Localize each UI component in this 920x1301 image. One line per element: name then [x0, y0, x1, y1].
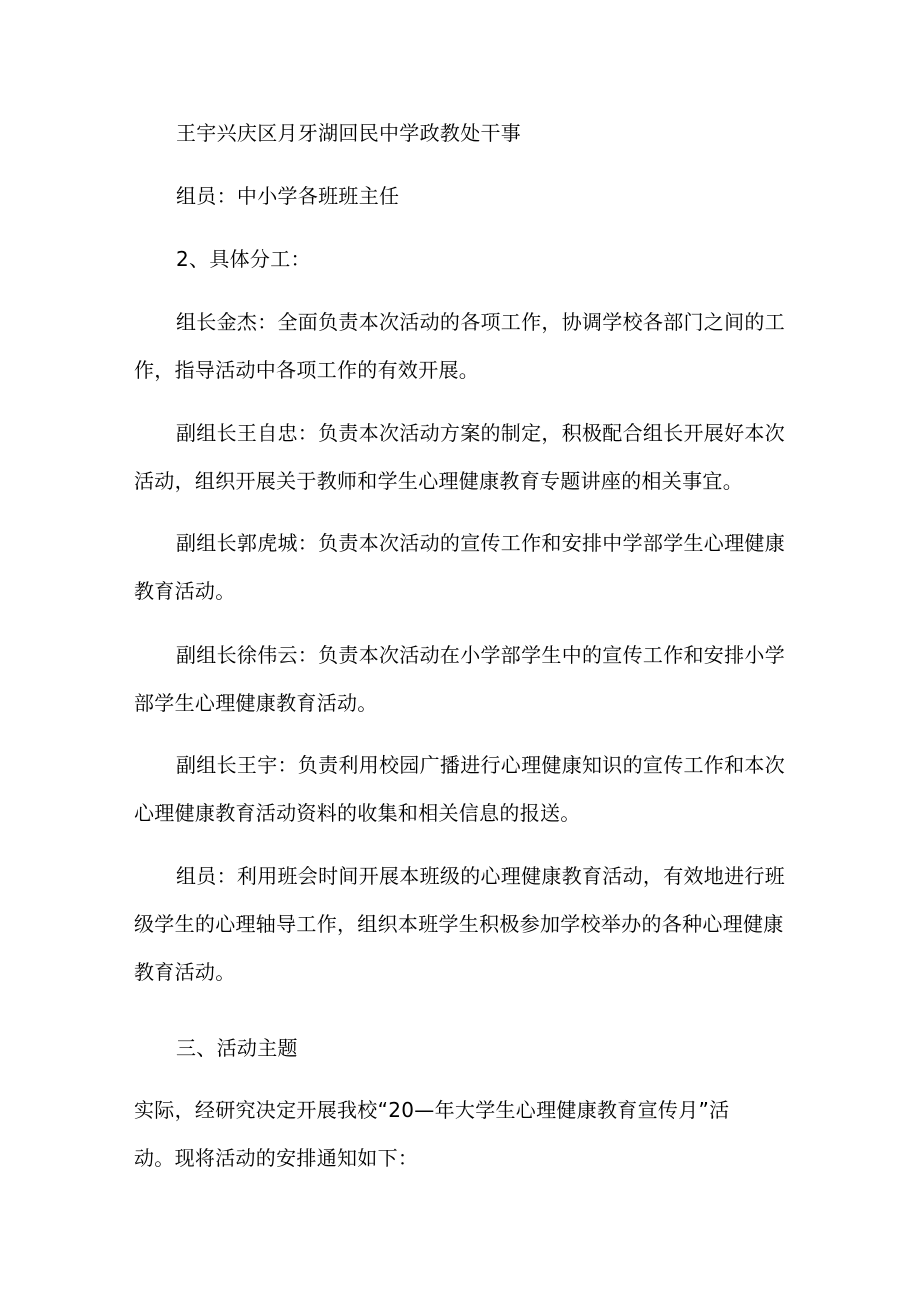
paragraph-deputy-3-line-2: 部学生心理健康教育活动。	[134, 691, 378, 715]
paragraph-members-line-2: 级学生的心理轴导工作，组织本班学生积极参加学校举办的各种心理健康	[134, 912, 784, 936]
paragraph-deputy-1-line-1: 副组长王自忠：负责本次活动方案的制定，积极配合组长开展好本次	[176, 421, 785, 445]
members-line: 组员：中小学各班班主任	[176, 184, 400, 208]
paragraph-deputy-2-line-1: 副组长郭虎城：负责本次活动的宣传工作和安排中学部学生心理健康	[176, 531, 785, 555]
section-heading-division: 2、具体分工：	[176, 247, 311, 271]
paragraph-deputy-3-line-1: 副组长徐伟云：负责本次活动在小学部学生中的宣传工作和安排小学	[176, 643, 785, 667]
paragraph-deputy-4-line-1: 副组长王宇：负责利用校园广播进行心理健康知识的宣传工作和本次	[176, 753, 785, 777]
paragraph-members-line-1: 组员：利用班会时间开展本班级的心理健康教育活动，有效地进行班	[176, 864, 785, 888]
paragraph-deputy-2-line-2: 教育活动。	[134, 579, 236, 603]
paragraph-leader-line-2: 作，指导活动中各项工作的有效开展。	[134, 358, 480, 382]
staff-line: 王宇兴庆区月牙湖回民中学政教处干事	[176, 121, 522, 145]
paragraph-deputy-4-line-2: 心理健康教育活动资料的收集和相关信息的报送。	[134, 801, 581, 825]
paragraph-leader-line-1: 组长金杰：全面负责本次活动的各项工作，协调学校各部门之间的工	[176, 310, 785, 334]
section-heading-theme: 三、活动主题	[176, 1036, 298, 1060]
paragraph-theme-line-1: 实际，经研究决定开展我校“20—年大学生心理健康教育宣传月”活	[134, 1098, 730, 1122]
paragraph-theme-line-2: 动。现将活动的安排通知如下：	[134, 1146, 419, 1170]
paragraph-deputy-1-line-2: 活动，组织开展关于教师和学生心理健康教育专题讲座的相关事宜。	[134, 469, 743, 493]
paragraph-members-line-3: 教育活动。	[134, 960, 236, 984]
